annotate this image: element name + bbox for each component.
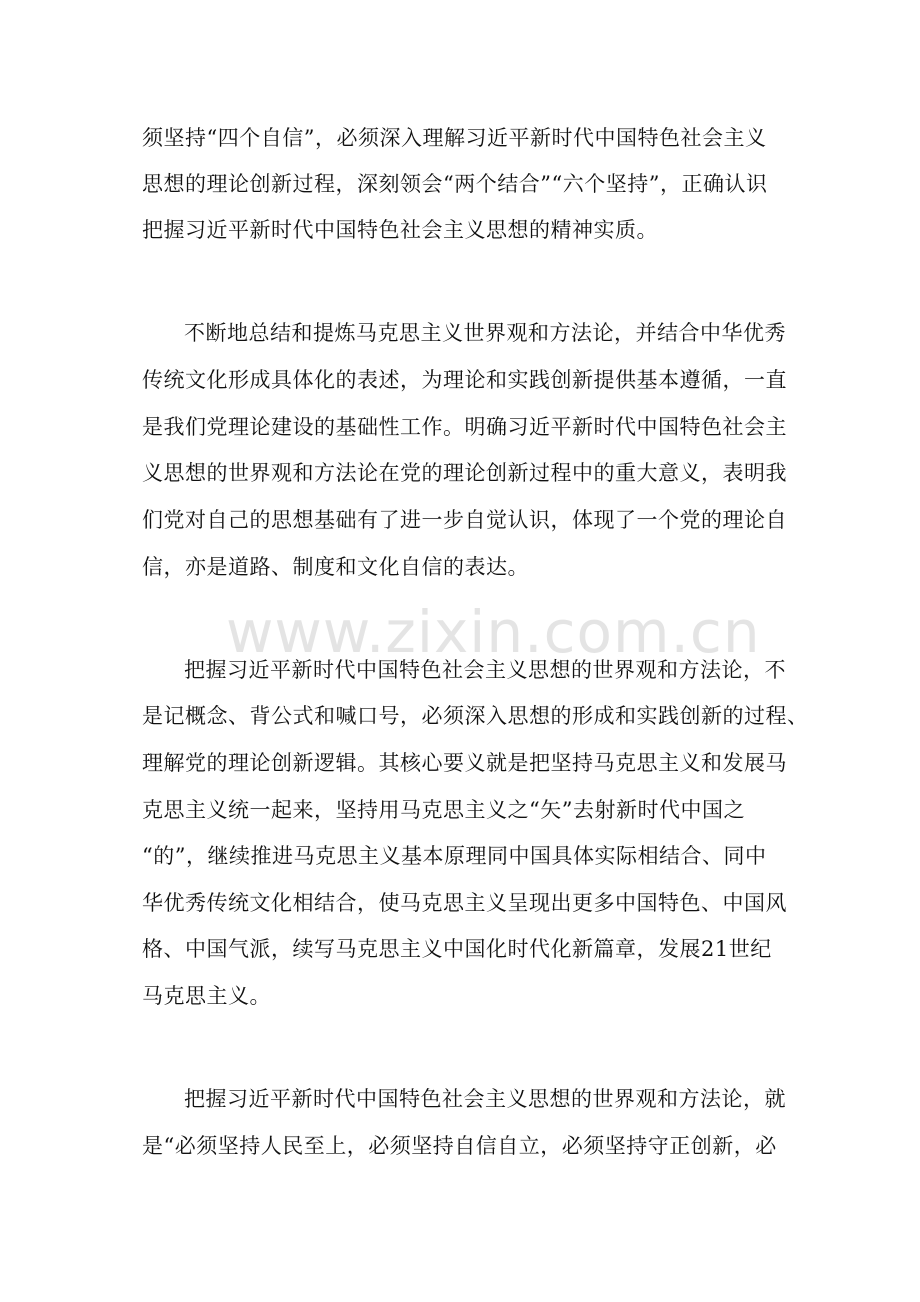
paragraph-3-line-8: 马克思主义。	[142, 984, 271, 1008]
paragraph-3-line-1: 把握习近平新时代中国特色社会主义思想的世界观和方法论，不	[184, 658, 786, 682]
paragraph-4-line-1: 把握习近平新时代中国特色社会主义思想的世界观和方法论，就	[184, 1087, 786, 1111]
paragraph-2-line-1: 不断地总结和提炼马克思主义世界观和方法论，并结合中华优秀	[184, 321, 786, 345]
paragraph-2-line-4: 义思想的世界观和方法论在党的理论创新过程中的重大意义，表明我	[142, 461, 787, 485]
paragraph-3-line-7: 格、中国气派，续写马克思主义中国化时代化新篇章，发展21世纪	[142, 937, 772, 961]
paragraph-2-line-5: 们党对自己的思想基础有了进一步自觉认识，体现了一个党的理论自	[142, 508, 787, 532]
paragraph-1-line-1: 须坚持“四个自信”，必须深入理解习近平新时代中国特色社会主义	[142, 126, 767, 150]
paragraph-3-line-2: 是记概念、背公式和喊口号，必须深入思想的形成和实践创新的过程、	[142, 704, 809, 728]
paragraph-1-line-3: 把握习近平新时代中国特色社会主义思想的精神实质。	[142, 218, 658, 242]
paragraph-3-line-3: 理解党的理论创新逻辑。其核心要义就是把坚持马克思主义和发展马	[142, 751, 787, 775]
paragraph-2-line-3: 是我们党理论建设的基础性工作。明确习近平新时代中国特色社会主	[142, 415, 787, 439]
paragraph-4-line-2: 是“必须坚持人民至上，必须坚持自信自立，必须坚持守正创新，必	[142, 1134, 777, 1158]
paragraph-3-line-5: “的”，继续推进马克思主义基本原理同中国具体实际相结合、同中	[142, 844, 767, 868]
paragraph-1-line-2: 思想的理论创新过程，深刻领会“两个结合”“六个坚持”，正确认识	[142, 172, 768, 196]
paragraph-3-line-6: 华优秀传统文化相结合，使马克思主义呈现出更多中国特色、中国风	[142, 891, 787, 915]
paragraph-2-line-2: 传统文化形成具体化的表述，为理论和实践创新提供基本遵循，一直	[142, 368, 787, 392]
paragraph-3-line-4: 克思主义统一起来，坚持用马克思主义之“矢”去射新时代中国之	[142, 798, 745, 822]
paragraph-2-line-6: 信，亦是道路、制度和文化自信的表达。	[142, 555, 529, 579]
watermark-text: www.zixin.com.cn	[226, 598, 761, 666]
